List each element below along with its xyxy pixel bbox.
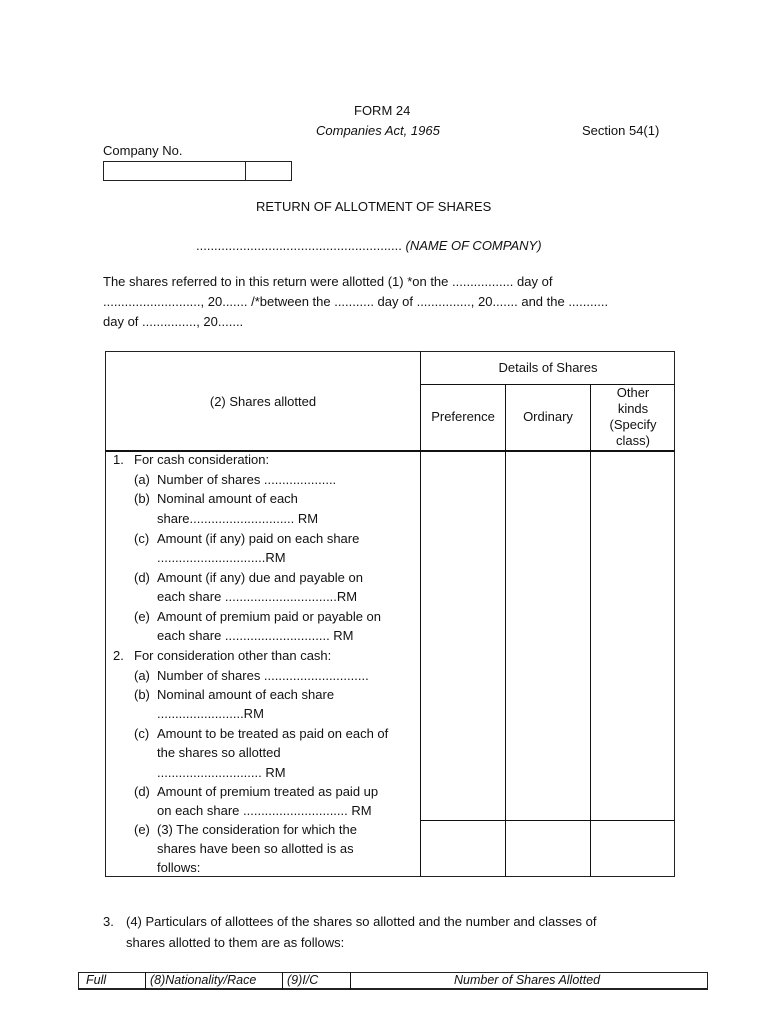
bt-divider-2 <box>282 972 283 990</box>
s2-c-text-1: Amount to be treated as paid on each of <box>157 726 389 741</box>
s1-a-mark: (a) <box>134 472 150 487</box>
s1-c-text-2: ..............................RM <box>157 550 286 565</box>
intro-line-3: day of ..............., 20....... <box>103 314 244 329</box>
intro-line-2: ..........................., 20....... /*between the ........... day of ..............., 20....... and the ........... <box>103 294 609 309</box>
s1-c-mark: (c) <box>134 531 150 546</box>
section3-line-2: shares allotted to them are as follows: <box>126 935 345 950</box>
col-divider-1 <box>420 351 421 877</box>
col-ordinary: Ordinary <box>523 409 573 424</box>
col-divider-2 <box>505 384 506 877</box>
col-other-line-1: Other <box>616 385 650 400</box>
s2-b-text-2: ........................RM <box>157 706 264 721</box>
details-header: Details of Shares <box>498 360 598 375</box>
company-name-line <box>196 238 542 253</box>
section3-number: 3. <box>103 914 114 929</box>
s1-e-text-2: each share ............................. RM <box>157 628 354 643</box>
s1-c-text-1: Amount (if any) paid on each share <box>157 531 360 546</box>
company-no-suffix-field[interactable] <box>245 161 292 181</box>
bt-divider-1 <box>145 972 146 990</box>
company-name-dots: ......................................................... <box>196 238 402 253</box>
bt-col-number: Number of Shares Allotted <box>454 973 601 987</box>
col-divider-3 <box>590 384 591 877</box>
col-other-line-2: kinds <box>617 401 649 416</box>
bt-divider-3 <box>350 972 351 990</box>
shares-allotted-header: (2) Shares allotted <box>209 394 317 409</box>
s2-c-mark: (c) <box>134 726 150 741</box>
bt-col-nationality: (8)Nationality/Race <box>150 973 257 987</box>
s1-d-text-1: Amount (if any) due and payable on <box>157 570 363 585</box>
s1-d-text-2: each share ...............................RM <box>157 589 358 604</box>
section-ref: Section 54(1) <box>582 123 660 138</box>
s1-b-mark: (b) <box>134 491 150 506</box>
s1-d-mark: (d) <box>134 570 150 585</box>
section1-number: 1. <box>113 452 124 467</box>
s2-e-text-2: shares have been so allotted is as <box>157 841 354 856</box>
s1-e-text-1: Amount of premium paid or payable on <box>157 609 382 624</box>
col-other-line-4: class) <box>616 433 650 448</box>
col-preference: Preference <box>431 409 495 424</box>
s1-b-text-1: Nominal amount of each <box>157 491 298 506</box>
page-title: RETURN OF ALLOTMENT OF SHARES <box>256 199 492 214</box>
col-other-line-3: (Specify <box>609 417 657 432</box>
s2-e-mark: (e) <box>134 822 150 837</box>
s2-d-text-2: on each share ............................. RM <box>157 803 372 818</box>
company-name-label: (NAME OF COMPANY) <box>405 238 542 253</box>
col-other <box>591 385 675 449</box>
s2-c-text-2: the shares so allotted <box>157 745 281 760</box>
company-no-field[interactable] <box>103 161 246 181</box>
s2-a-mark: (a) <box>134 668 150 683</box>
section3-line-1: (4) Particulars of allottees of the shares so allotted and the number and classes of <box>126 914 597 929</box>
consideration-divider <box>420 820 675 821</box>
company-no-label: Company No. <box>103 143 183 158</box>
intro-line-1: The shares referred to in this return were allotted (1) *on the ................. day of <box>103 274 553 289</box>
form-title: FORM 24 <box>354 103 411 118</box>
section1-title: For cash consideration: <box>134 452 270 467</box>
s1-b-text-2: share............................. RM <box>157 511 319 526</box>
s2-c-text-3: ............................. RM <box>157 765 286 780</box>
s2-e-text-3: follows: <box>157 860 201 875</box>
s2-b-text-1: Nominal amount of each share <box>157 687 335 702</box>
s2-d-text-1: Amount of premium treated as paid up <box>157 784 379 799</box>
act-name: Companies Act, 1965 <box>316 123 440 138</box>
s2-a-text: Number of shares ............................. <box>157 668 369 683</box>
section2-number: 2. <box>113 648 124 663</box>
bt-col-full: Full <box>86 973 107 987</box>
s1-a-text: Number of shares .................... <box>157 472 337 487</box>
s1-e-mark: (e) <box>134 609 150 624</box>
bt-col-ic: (9)I/C <box>287 973 319 987</box>
s2-b-mark: (b) <box>134 687 150 702</box>
section2-title: For consideration other than cash: <box>134 648 332 663</box>
s2-d-mark: (d) <box>134 784 150 799</box>
s2-e-text-1: (3) The consideration for which the <box>157 822 357 837</box>
